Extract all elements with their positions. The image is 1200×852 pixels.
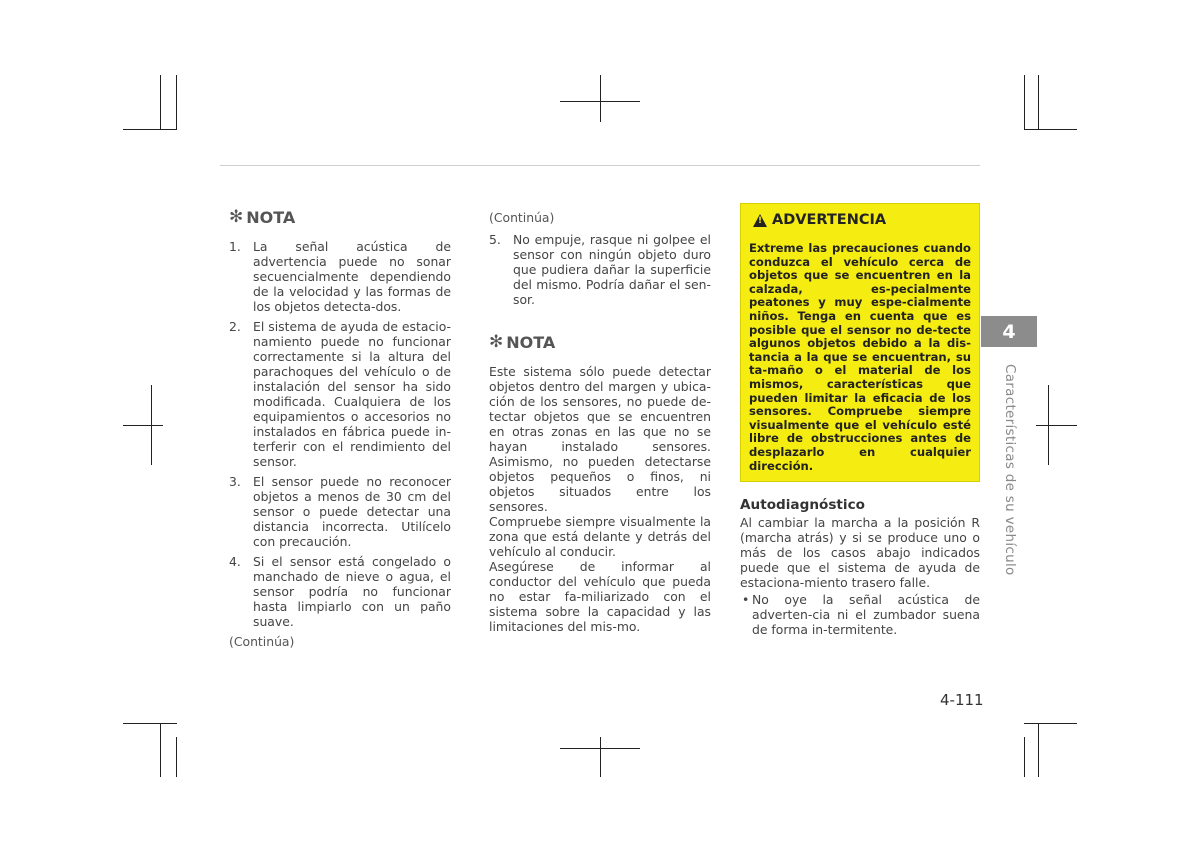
list-item bbox=[229, 319, 451, 469]
column-2 bbox=[489, 210, 711, 634]
list-number: 3. bbox=[229, 474, 241, 489]
bullet-text: No oye la señal acústica de adverten-cia ni el zumbador suena de forma in-termitente. bbox=[752, 592, 980, 638]
list-text: La señal acústica de advertencia puede no sonar secuencialmente dependiendo de la velocidad y las formas de los objetos detecta-dos. bbox=[253, 239, 451, 314]
header-rule bbox=[220, 165, 980, 166]
column-3 bbox=[740, 203, 980, 637]
continued-label: (Continúa) bbox=[489, 210, 555, 225]
paragraph: Compruebe siempre visualmente la zona que está delante y detrás del vehículo al conducir. bbox=[489, 514, 711, 559]
paragraph: Al cambiar la marcha a la posición R (marcha atrás) y si se produce uno o más de los casos abajo indicados puede que el sistema de ayuda de estaciona-miento trasero falle. bbox=[740, 515, 980, 591]
list-text: Si el sensor está congelado o manchado de nieve o agua, el sensor podría no funcionar hasta limpiarlo con un paño suave. bbox=[253, 554, 451, 629]
list-text: El sensor puede no reconocer objetos a menos de 30 cm del sensor o puede detectar una distancia incorrecta. Utilícelo con precaución. bbox=[253, 474, 451, 549]
list-number: 2. bbox=[229, 319, 241, 334]
note-heading bbox=[229, 207, 451, 227]
paragraph: Este sistema sólo puede detectar objetos dentro del margen y ubica-ción de los sensores, no puede de-tectar objetos que se encuentren en otras zonas en las que no se hayan instalado sensores. Asimismo, no pueden detectarse objetos pequeños o finos, ni objetos situados entre los sensores. bbox=[489, 364, 711, 514]
list-item bbox=[229, 554, 451, 629]
warning-heading bbox=[753, 213, 971, 228]
list-item bbox=[229, 474, 451, 549]
chapter-title-vertical bbox=[1002, 364, 1018, 576]
note-title: NOTA bbox=[246, 208, 296, 227]
chapter-tab: 4 bbox=[981, 316, 1037, 347]
bullet-dot: • bbox=[742, 592, 750, 608]
list-item bbox=[489, 232, 711, 307]
note-heading bbox=[489, 332, 711, 352]
list-text: No empuje, rasque ni golpee el sensor con ningún objeto duro que pudiera dañar la superficie del mismo. Podría dañar el sen-sor. bbox=[513, 232, 711, 307]
note-star-icon: ✻ bbox=[489, 332, 504, 352]
warning-triangle-icon bbox=[753, 214, 767, 227]
note-list bbox=[229, 239, 451, 629]
list-item bbox=[229, 239, 451, 314]
note-star-icon: ✻ bbox=[229, 207, 244, 227]
page-number: 4-111 bbox=[940, 691, 984, 709]
list-number: 5. bbox=[489, 232, 501, 247]
note-title: NOTA bbox=[506, 333, 556, 352]
list-number: 4. bbox=[229, 554, 241, 569]
column-1 bbox=[229, 207, 451, 649]
continued-label: (Continúa) bbox=[229, 634, 295, 649]
chapter-title: Características de su vehículo bbox=[1002, 364, 1018, 576]
section-heading: Autodiagnóstico bbox=[740, 497, 865, 514]
list-number: 1. bbox=[229, 239, 241, 254]
warning-box bbox=[740, 203, 980, 482]
warning-text: Extreme las precauciones cuando conduzca el vehículo cerca de objetos que se encuentren en la calzada, es-pecialmente peatones y muy espe-cialmente niños. Tenga en cuenta que es posible que el sensor no de-tecte algunos objetos debido a la dis-tancia a la que se encuentran, su ta-maño o el material de los mismos, características que pueden limitar la eficacia de los sensores. Compruebe siempre visualmente que el vehículo esté libre de obstrucciones antes de desplazarlo en cualquier dirección. bbox=[749, 241, 971, 473]
warning-title: ADVERTENCIA bbox=[772, 212, 887, 228]
paragraph: Asegúrese de informar al conductor del vehículo que pueda no estar fa-miliarizado con el sistema sobre la capacidad y las limitaciones del mis-mo. bbox=[489, 559, 711, 634]
note-list-continued bbox=[489, 232, 711, 307]
bullet-item bbox=[740, 592, 980, 637]
list-text: El sistema de ayuda de estacio-namiento puede no funcionar correctamente si la altura del parachoques del vehículo o de instalación del sensor ha sido modificada. Cualquiera de los equipamientos o accesorios no instalados en fábrica puede in-terferir con el rendimiento del sensor. bbox=[253, 319, 451, 469]
